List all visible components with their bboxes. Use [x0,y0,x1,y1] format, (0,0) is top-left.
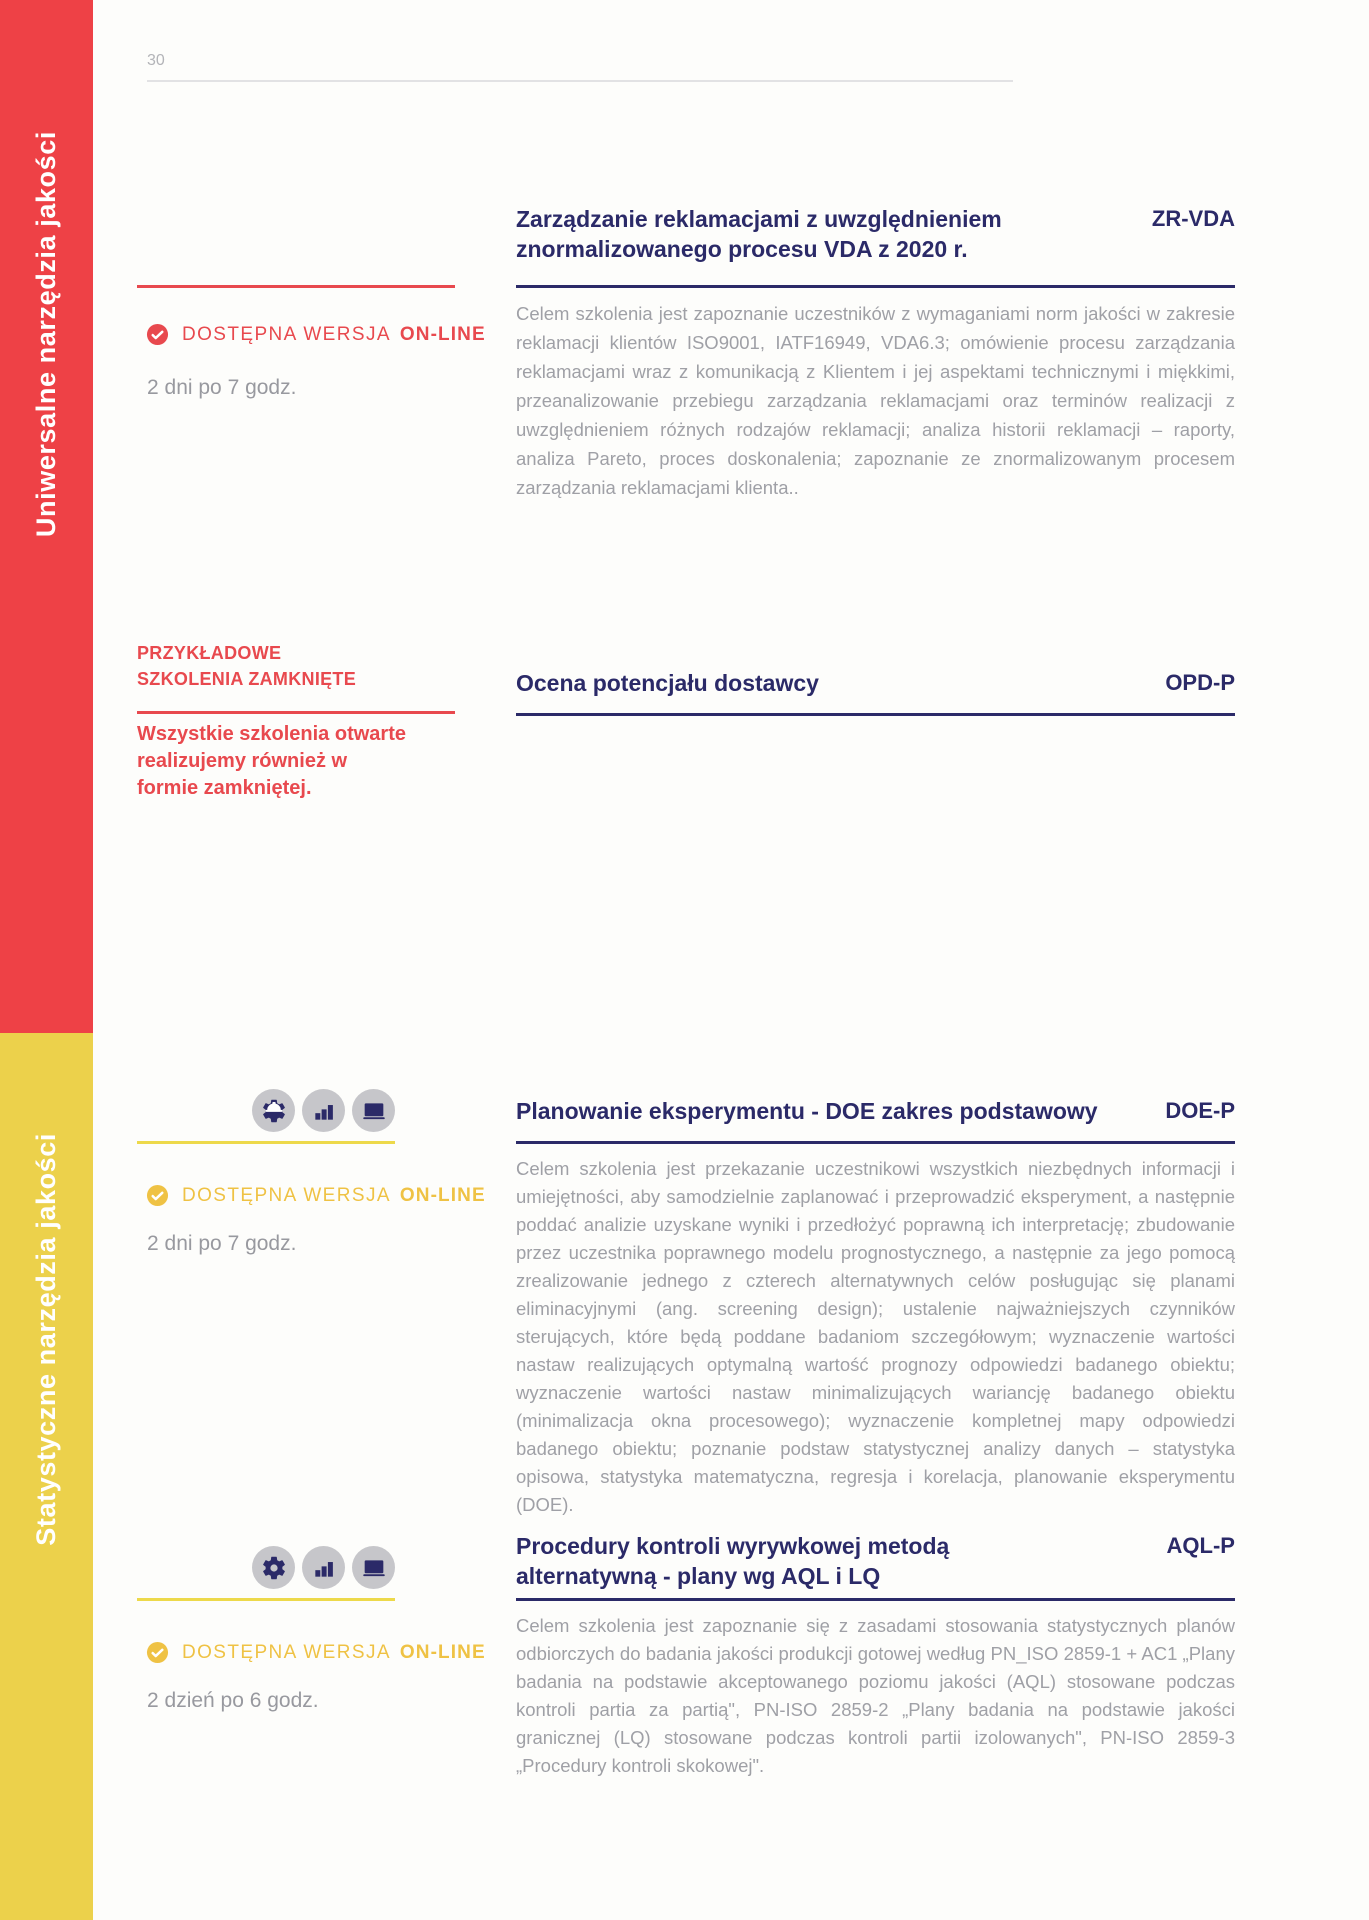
section-doe-code: DOE-P [1165,1098,1235,1123]
online-badge-doe [146,1184,486,1207]
closed-trainings-heading: PRZYKŁADOWE SZKOLENIA ZAMKNIĘTE [137,643,357,689]
doe-left-rule [137,1141,395,1144]
check-circle-icon [146,323,169,346]
online-badge-label: DOSTĘPNA WERSJA ON-LINE [182,1641,486,1663]
section-aql-code: AQL-P [1166,1533,1235,1558]
aql-title-rule [516,1598,1235,1601]
section-aql-description: Celem szkolenia jest zapoznanie się z zasadami stosowania statystycznych planów odbiorczych do badania jakości produkcji gotowej według PN_ISO 2859-1 + AC1 „Plany badania na podstawie akceptowanego poziomu jakości (AQL) stosowane podczas kontroli partia za partią", PN-ISO 2859-2 „Plany badania na podstawie jakości granicznej (LQ) stosowane podczas kontroli partii izolowanych", PN-ISO 2859-3 „Procedury kontroli skokowej". [516,1615,1235,1776]
page-number: 30 [147,52,165,69]
section-aql-title: Procedury kontroli wyrywkowej metodą alternatywną - plany wg AQL i LQ [516,1533,950,1589]
section-doe-title: Planowanie eksperymentu - DOE zakres podstawowy [516,1098,1098,1124]
gear-icon [252,1546,295,1589]
check-circle-icon [146,1641,169,1664]
bar-chart-icon [302,1089,345,1132]
aql-left-rule [137,1598,395,1601]
duration-zr-vda: 2 dni po 7 godz. [147,376,297,399]
header-divider [147,80,1013,82]
section-opd-title: Ocena potencjału dostawcy [516,670,819,696]
sidebar-label-universal-text: Uniwersalne narzędzia jakości [31,130,61,538]
bar-chart-icon [302,1546,345,1589]
online-badge-label: DOSTĘPNA WERSJA ON-LINE [182,323,486,345]
monitor-icon [352,1089,395,1132]
online-badge-label: DOSTĘPNA WERSJA ON-LINE [182,1184,486,1206]
doe-title-rule [516,1141,1235,1144]
check-circle-icon [146,1184,169,1207]
section-aql-header [516,1531,1235,1591]
doe-format-icons [252,1089,395,1132]
hard-hat-gear-icon [252,1089,295,1132]
aql-format-icons [252,1546,395,1589]
section-doe-header [516,1096,1235,1126]
sidebar-label-statistical [0,1100,93,1578]
online-badge-aql [146,1641,486,1664]
closed-trainings-rule [137,711,455,714]
zr-vda-left-rule [137,285,455,288]
section-opd-header [516,668,1235,698]
online-badge-zr-vda [146,323,486,346]
section-zr-vda-header [516,204,1235,264]
section-zr-vda-code: ZR-VDA [1151,206,1235,231]
sidebar-label-universal [0,95,93,573]
section-doe-description: Celem szkolenia jest przekazanie uczestnikowi wszystkich niezbędnych informacji i umiejętności, aby samodzielnie zaplanować i przeprowadzić eksperyment, a następnie poddać analizie uzyskane wyniki i przedłożyć poprawną ich interpretację; zbudowanie przez uczestnika poprawnego modelu prognostycznego, a następnie za jego pomocą zrealizowanie jednego z czterech alternatywnych celów posługując się planami eliminacyjnymi (ang. screening design); ustalenie najważniejszych czynników sterujących, które będą poddane badaniom szczegółowym; wyznaczenie wartości nastaw realizujących optymalną wartość prognozy odpowiedzi badanego obiektu; wyznaczenie wartości nastaw minimalizujących wariancję badanego obiektu (minimalizacja okna procesowego); wyznaczenie kompletnej mapy odpowiedzi badanego obiektu; poznanie podstaw statystycznej analizy danych – statystyka opisowa, statystyka matematyczna, regresja i korelacja, planowanie eksperymentu (DOE). [516,1158,1235,1515]
section-zr-vda-title: Zarządzanie reklamacjami z uwzględnieniem znormalizowanego procesu VDA z 2020 r. [516,206,1002,262]
monitor-icon [352,1546,395,1589]
duration-doe: 2 dni po 7 godz. [147,1232,297,1255]
duration-aql: 2 dzień po 6 godz. [147,1689,319,1712]
section-opd-code: OPD-P [1165,670,1235,695]
zr-vda-title-rule [516,285,1235,288]
section-zr-vda-description: Celem szkolenia jest zapoznanie uczestników z wymaganiami norm jakości w zakresie reklamacji klientów ISO9001, IATF16949, VDA6.3; omówienie procesu zarządzania reklamacjami wraz z komunikacją z Klientem i jej aspektami technicznymi i miękkimi, przeanalizowanie przebiegu zarządzania reklamacjami oraz terminów realizacji z uwzględnieniem różnych rodzajów reklamacji; analiza historii reklamacji – raporty, analiza Pareto, proces doskonalenia; zapoznanie ze znormalizowanym procesem zarządzania reklamacjami klienta.. [516,303,1235,498]
closed-trainings-note: Wszystkie szkolenia otwarte realizujemy również w formie zamkniętej. [137,723,406,799]
opd-title-rule [516,713,1235,716]
sidebar-label-statistical-text: Statystyczne narzędzia jakości [31,1132,61,1546]
